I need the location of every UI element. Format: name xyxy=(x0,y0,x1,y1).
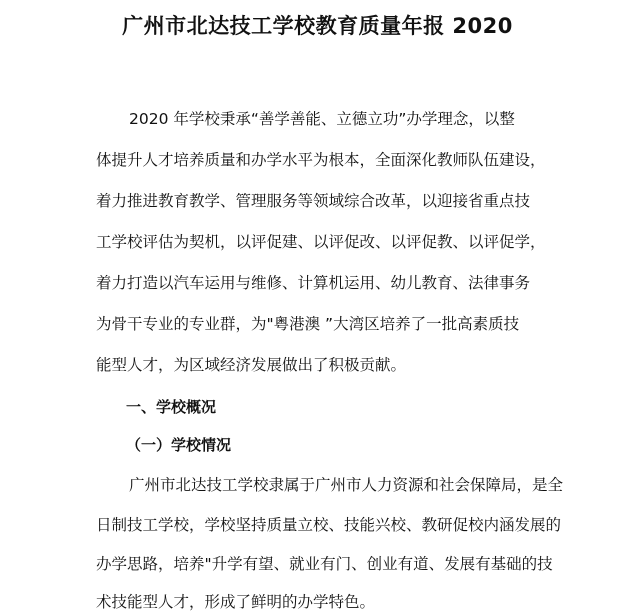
paragraph-1-line: 工学校评估为契机，以评促建、以评促改、以评促教、以评促学， xyxy=(96,233,546,251)
subsection-heading: （一）学校情况 xyxy=(126,436,232,454)
paragraph-1-line: 体提升人才培养质量和办学水平为根本，全面深化教师队伍建设， xyxy=(96,151,546,169)
paragraph-1-line: 着力推进教育教学、管理服务等领域综合改革，以迎接省重点技 xyxy=(96,192,531,210)
paragraph-1-line: 着力打造以汽车运用与维修、计算机运用、幼儿教育、法律事务 xyxy=(96,274,531,292)
paragraph-2-line: 广州市北达技工学校隶属于广州市人力资源和社会保障局，是全 xyxy=(129,476,564,494)
paragraph-2-line: 术技能型人才，形成了鲜明的办学特色。 xyxy=(96,593,376,611)
paragraph-2-line: 日制技工学校，学校坚持质量立校、技能兴校、教研促校内涵发展的 xyxy=(96,516,562,534)
section-heading: 一、学校概况 xyxy=(126,398,217,416)
paragraph-1-line: 能型人才，为区域经济发展做出了积极贡献。 xyxy=(96,356,407,374)
paragraph-1-line: 为骨干专业的专业群，为"粤港澳 ”大湾区培养了一批高素质技 xyxy=(96,315,520,333)
paragraph-2-line: 办学思路，培养"升学有望、就业有门、创业有道、发展有基础的技 xyxy=(96,555,553,573)
document-title: 广州市北达技工学校教育质量年报 2020 xyxy=(122,14,513,38)
paragraph-1-line: 2020 年学校秉承“善学善能、立德立功”办学理念，以整 xyxy=(129,110,515,128)
